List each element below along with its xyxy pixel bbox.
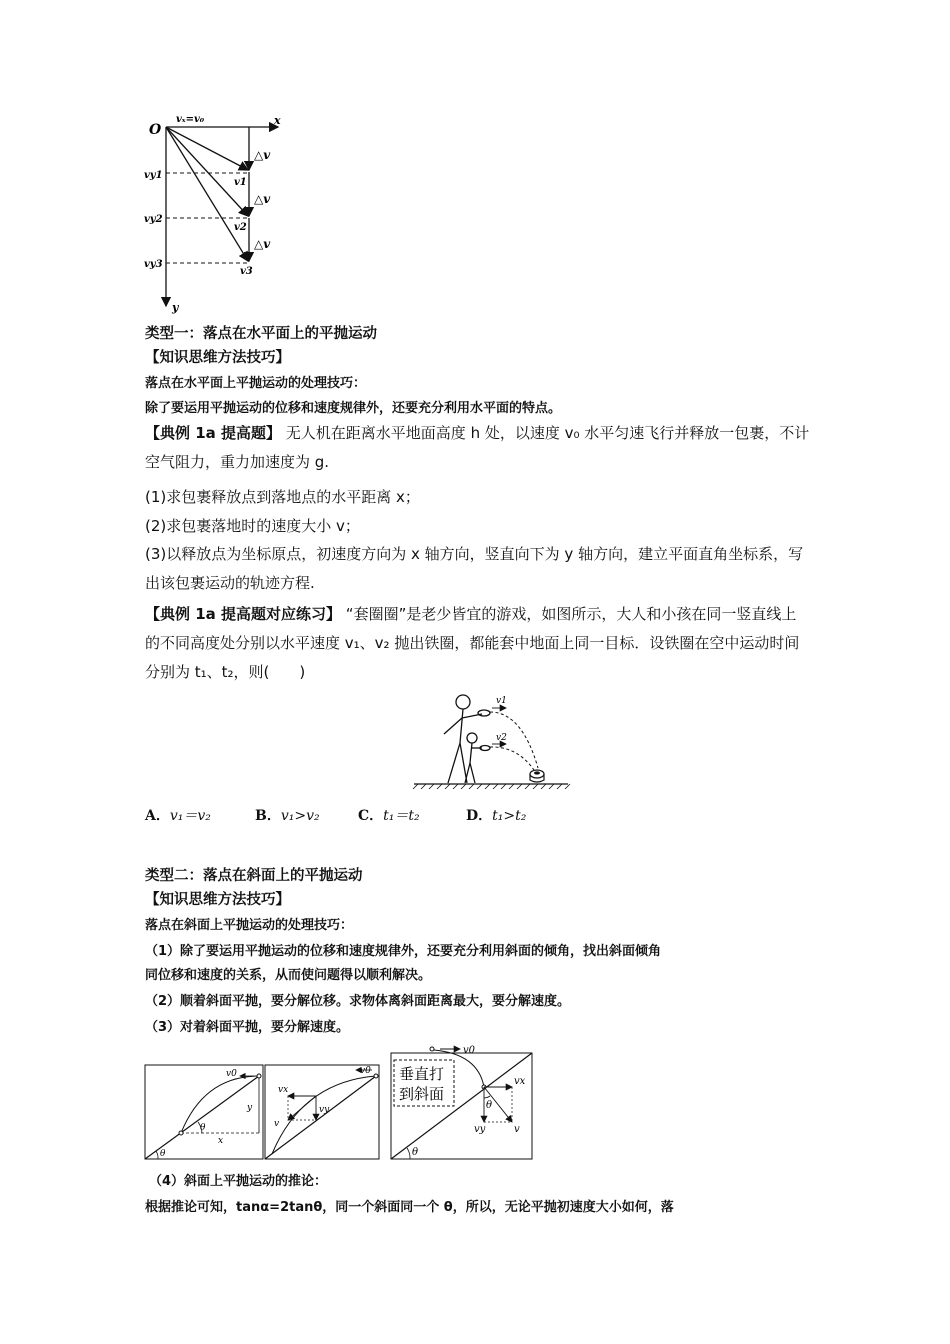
question-3: (3)以释放点为坐标原点，初速度方向为 x 轴方向，竖直向下为 y 轴方向，建立平面直角坐标系，写出该包裹运动的轨迹方程. — [145, 545, 804, 592]
slope1-theta-2: θ — [200, 1123, 206, 1133]
v1-label: v1 — [234, 177, 247, 188]
type2-title: 类型二：落点在斜面上的平抛运动 — [145, 868, 363, 884]
type2-conclusion: 根据推论可知，tanα=2tanθ，同一个斜面同一个 θ，所以，无论平抛初速度大小如何，落 — [145, 1200, 674, 1215]
option-d-text: t₁>t₂ — [492, 808, 527, 824]
option-b[interactable] — [255, 805, 320, 825]
slope2-v0: v0 — [360, 1066, 371, 1076]
slope-figure-displacement — [144, 1064, 264, 1160]
slope-figure-max-distance — [264, 1064, 380, 1160]
question-1: (1)求包裹释放点到落地点的水平距离 x； — [145, 488, 420, 506]
slope3-theta-2: θ — [412, 1147, 419, 1158]
type1-tip-line2: 除了要运用平抛运动的位移和速度规律外，还要充分利用水平面的特点。 — [145, 401, 562, 416]
slope3-box-line2: 到斜面 — [399, 1085, 445, 1103]
type1-tip-line1: 落点在水平面上平抛运动的处理技巧： — [145, 376, 367, 391]
delta-v-label-3: △v — [254, 237, 271, 251]
slope1-theta-1: θ — [160, 1149, 166, 1159]
delta-v-label-2: △v — [254, 192, 271, 206]
x-axis-label: x — [274, 114, 281, 127]
delta-v-label-1: △v — [254, 148, 271, 162]
v3-label: v3 — [240, 266, 253, 277]
option-d[interactable] — [466, 805, 526, 825]
type1-title: 类型一：落点在水平面上的平抛运动 — [145, 326, 377, 342]
option-d-letter: D． — [466, 808, 493, 824]
vy3-label: vy3 — [144, 259, 163, 270]
v2-label: v2 — [234, 222, 247, 233]
type2-tip-4: （4）斜面上平抛运动的推论： — [149, 1174, 328, 1189]
type2-tip-3: （3）对着斜面平抛，要分解速度。 — [145, 1020, 350, 1035]
question-2: (2)求包裹落地时的速度大小 v； — [145, 517, 360, 535]
option-b-text: v₁>v₂ — [280, 808, 320, 824]
example2-tag: 【典例 1a 提高题对应练习】 — [145, 605, 342, 623]
slope1-x: x — [218, 1136, 224, 1146]
slope3-vy: vy — [474, 1124, 486, 1135]
type2-tip-1a: （1）除了要运用平抛运动的位移和速度规律外，还要充分利用斜面的倾角，找出斜面倾角 — [145, 944, 662, 959]
example1-text: 无人机在距离水平地面高度 h 处，以速度 v₀ 水平匀速飞行并释放一包裹，不计空气阻力，重力加速度为 g. — [145, 424, 810, 471]
option-c-text: t₁＝t₂ — [383, 808, 420, 824]
option-a-text: v₁＝v₂ — [169, 808, 211, 824]
option-c[interactable] — [358, 805, 420, 825]
origin-label: O — [149, 122, 162, 138]
type2-tip-1b: 同位移和速度的关系，从而使问题得以顺利解决。 — [145, 968, 432, 983]
vy1-label: vy1 — [144, 170, 163, 181]
option-c-letter: C． — [358, 808, 384, 824]
slope2-vx: vx — [278, 1085, 289, 1095]
ring-toss-figure — [412, 688, 572, 790]
option-b-letter: B． — [255, 808, 281, 824]
slope3-box-line1: 垂直打 — [399, 1065, 445, 1083]
option-a[interactable] — [145, 805, 211, 825]
option-a-letter: A． — [145, 808, 170, 824]
slope3-vx: vx — [514, 1076, 526, 1087]
y-axis-label: y — [172, 301, 179, 314]
slope-figure-perpendicular — [390, 1040, 534, 1160]
slope3-v: v — [514, 1124, 520, 1135]
vx-label: vₓ=v₀ — [176, 114, 205, 125]
velocity-vector-diagram — [140, 108, 300, 314]
ring-v1-label: v1 — [496, 696, 507, 706]
slope2-vy: vy — [319, 1105, 330, 1115]
ring-v2-label: v2 — [496, 733, 507, 743]
slope2-v: v — [274, 1119, 280, 1129]
type1-knowledge-heading: 【知识思维方法技巧】 — [145, 350, 290, 366]
vy2-label: vy2 — [144, 214, 163, 225]
slope1-v0: v0 — [226, 1069, 237, 1079]
example1 — [145, 419, 810, 477]
type2-tip-2: （2）顺着斜面平抛，要分解位移。求物体离斜面距离最大，要分解速度。 — [145, 994, 571, 1009]
slope3-v0: v0 — [463, 1045, 476, 1056]
slope1-y: y — [247, 1103, 253, 1113]
slope3-theta-1: θ — [486, 1100, 493, 1111]
type2-tip-intro: 落点在斜面上平抛运动的处理技巧： — [145, 918, 354, 933]
example2 — [145, 600, 810, 687]
example1-tag: 【典例 1a 提高题】 — [145, 424, 282, 442]
example2-text: “套圈圈”是老少皆宜的游戏，如图所示，大人和小孩在同一竖直线上的不同高度处分别以水平速度 v₁、v₂ 抛出铁圈，都能套中地面上同一目标．设铁圈在空中运动时间分别为 t₁、t₂，则( ) — [145, 605, 800, 681]
type2-knowledge-heading: 【知识思维方法技巧】 — [145, 892, 290, 908]
